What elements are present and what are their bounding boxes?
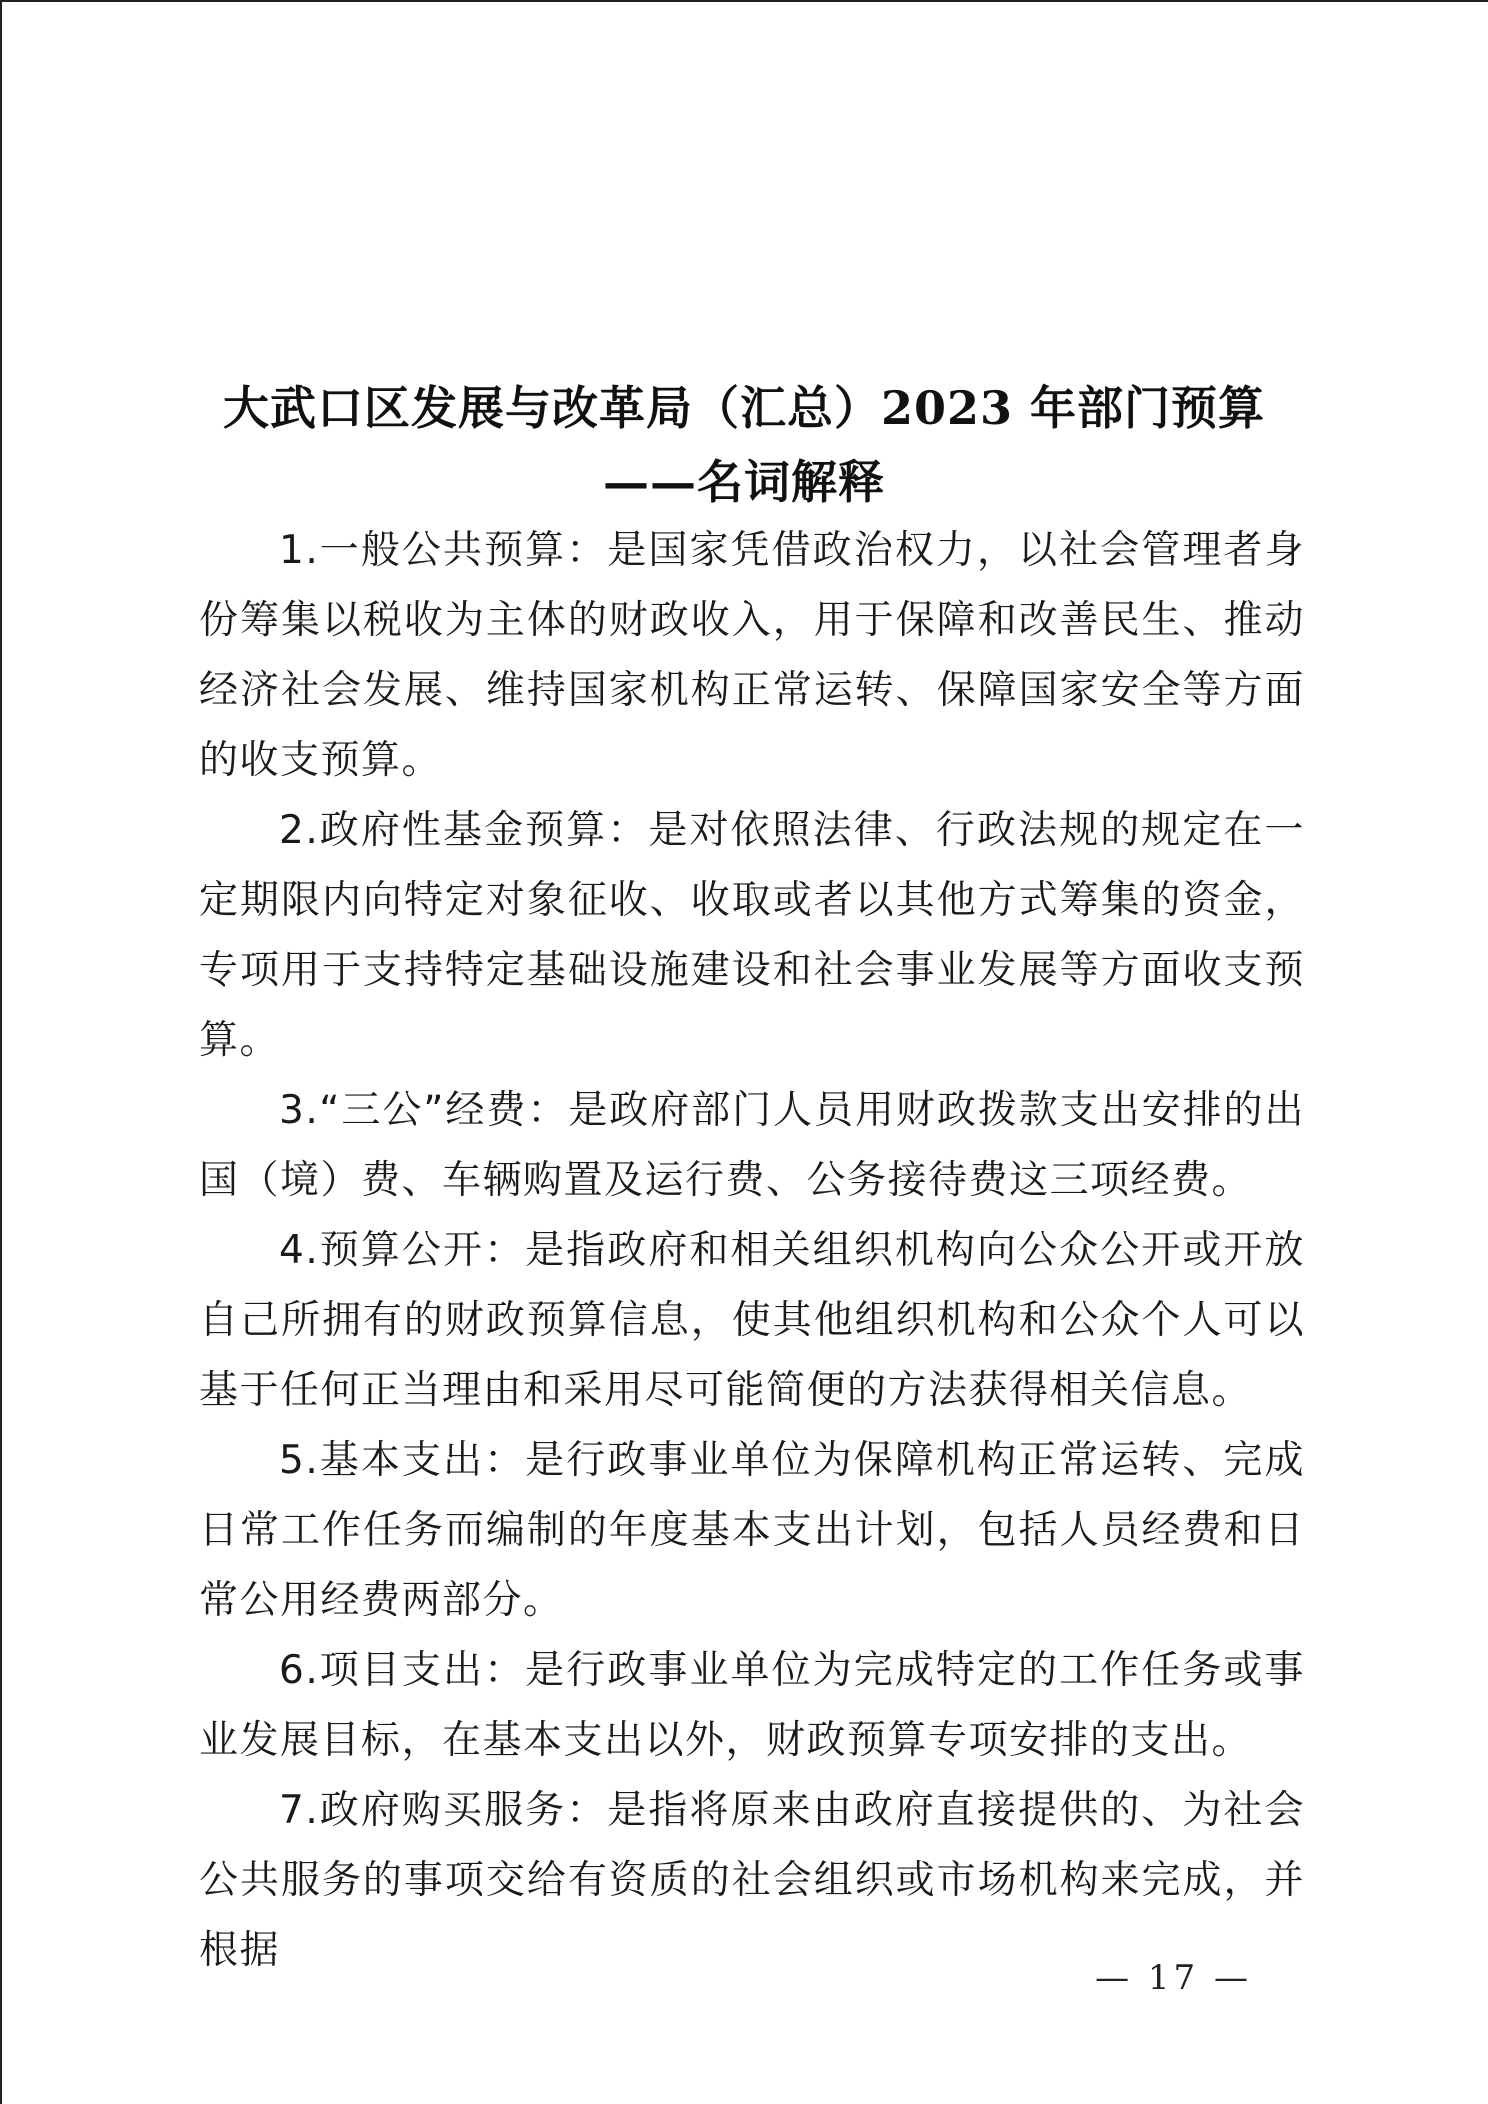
paragraph-budget-disclosure: 4.预算公开：是指政府和相关组织机构向公众公开或开放自己所拥有的财政预算信息，使其他组织机构和公众个人可以基于任何正当理由和采用尽可能简便的方法获得相关信息。 bbox=[199, 1228, 1305, 1413]
paragraph-project-expenditure: 6.项目支出：是行政事业单位为完成特定的工作任务或事业发展目标，在基本支出以外，财政预算专项安排的支出。 bbox=[199, 1648, 1305, 1763]
paragraph-government-procurement-services: 7.政府购买服务：是指将原来由政府直接提供的、为社会公共服务的事项交给有资质的社会组织或市场机构来完成，并根据 bbox=[199, 1788, 1305, 1973]
document-body bbox=[199, 516, 1305, 1986]
paragraph-general-public-budget: 1.一般公共预算：是国家凭借政治权力，以社会管理者身份筹集以税收为主体的财政收入，用于保障和改善民生、推动经济社会发展、维持国家机构正常运转、保障国家安全等方面的收支预算。 bbox=[199, 528, 1305, 783]
paragraph-government-fund-budget: 2.政府性基金预算：是对依照法律、行政法规的规定在一定期限内向特定对象征收、收取或者以其他方式筹集的资金，专项用于支持特定基础设施建设和社会事业发展等方面收支预算。 bbox=[199, 808, 1305, 1063]
document-title: 大武口区发展与改革局（汇总）2023 年部门预算 bbox=[222, 381, 1266, 435]
page-number: — 17 — bbox=[1095, 1958, 1252, 1998]
paragraph-three-public-expenses: 3.“三公”经费：是政府部门人员用财政拨款支出安排的出国（境）费、车辆购置及运行费、公务接待费这三项经费。 bbox=[199, 1088, 1305, 1203]
document-subtitle: ——名词解释 bbox=[603, 455, 885, 509]
paragraph-basic-expenditure: 5.基本支出：是行政事业单位为保障机构正常运转、完成日常工作任务而编制的年度基本支出计划，包括人员经费和日常公用经费两部分。 bbox=[199, 1438, 1305, 1623]
